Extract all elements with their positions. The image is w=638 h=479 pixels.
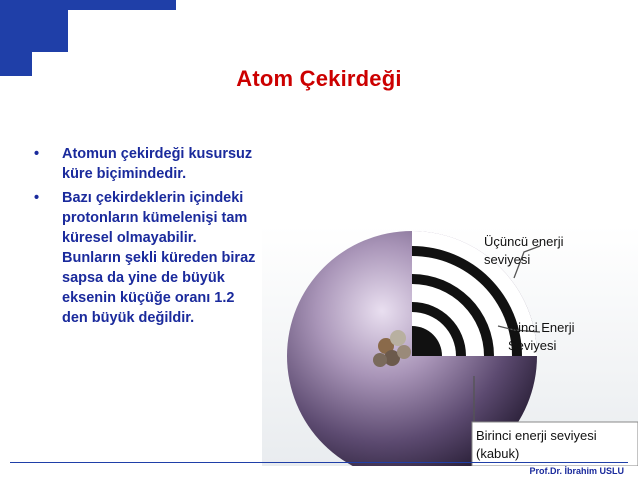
slide-title: Atom Çekirdeği [236,66,402,91]
label-third-level-line1: Üçüncü enerji [484,234,564,249]
label-second-level-line1: İkinci Enerji [508,320,575,335]
bullet-list [34,144,259,328]
bullet-text: Atomun çekirdeği kusursuz küre biçimindedir. [62,146,253,182]
bullet-icon: • [34,190,40,206]
decorative-bar-top [68,0,176,10]
label-second-level-line2: Seviyesi [508,338,557,353]
bullet-item [34,188,259,328]
label-first-level-line1: Birinci enerji seviyesi [476,428,597,443]
footer-author: Prof.Dr. İbrahim USLU [529,466,624,476]
bullet-icon: • [34,146,40,162]
label-first-level-line2: (kabuk) [476,446,520,461]
decorative-square-large [0,0,68,52]
footer-divider [10,462,628,463]
bullet-item [34,144,259,184]
atom-nucleus-figure [262,226,638,466]
bullet-text: Bazı çekirdeklerin içindeki protonların kümelenişi tam küresel olmayabilir. Bunların şekli küreden biraz sapsa da yine de büyük eksenin küçüğe oranı 1.2 den büyük değildir. [62,190,256,326]
label-third-level-line2: seviyesi [484,252,531,267]
